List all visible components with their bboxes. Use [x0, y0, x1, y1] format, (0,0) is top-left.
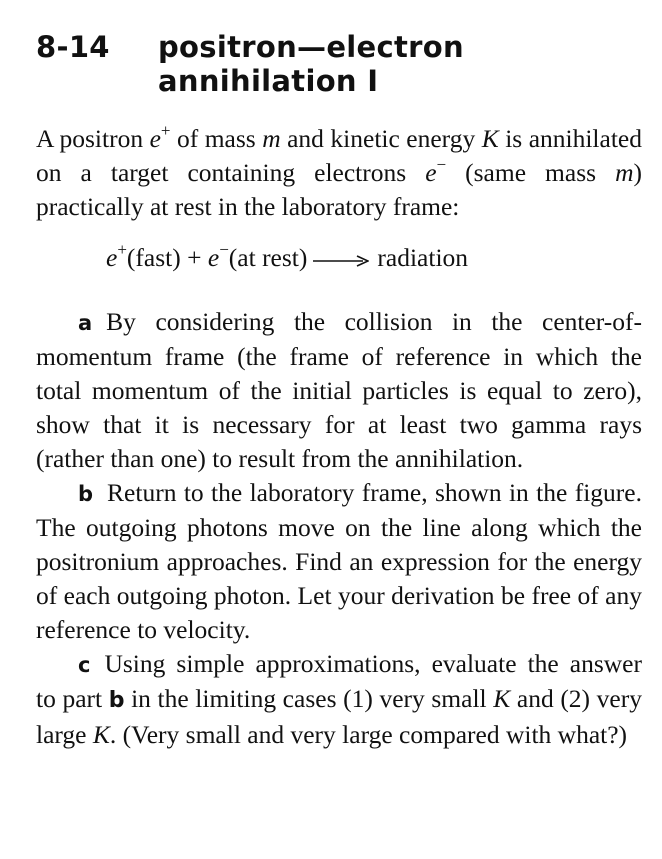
- positron-state: (fast): [126, 243, 188, 272]
- positron-charge: +: [117, 239, 127, 259]
- part-c-text: and (2) very large: [36, 684, 642, 750]
- electron-charge: −: [219, 239, 229, 259]
- mass-symbol: m: [262, 124, 281, 153]
- kinetic-energy-symbol: K: [481, 124, 499, 153]
- problem-heading: [36, 30, 642, 98]
- electron-state: (at rest): [228, 243, 308, 272]
- part-a-text: By considering the collision in the center-of-momentum frame (the frame of reference in which the total momentum of the initial particles is equal to zero), show that it is necessary for at least two gamma rays (rather than one) to result from the annihilation.: [36, 307, 642, 474]
- reaction-product: radiation: [377, 243, 469, 272]
- problem-title-line-1: positron—electron: [158, 30, 464, 64]
- electron-charge: −: [436, 154, 447, 174]
- problem-page: [36, 30, 642, 752]
- part-b: [36, 476, 642, 647]
- mass-symbol: m: [615, 158, 634, 187]
- intro-text: is annihilated on a target containing electrons: [36, 124, 642, 187]
- electron-symbol: e: [201, 243, 220, 272]
- intro-text: A positron: [36, 124, 150, 153]
- intro-text: and kinetic energy: [280, 124, 482, 153]
- part-a: [36, 305, 642, 476]
- plus-operator: +: [187, 243, 202, 272]
- part-b-marker: b: [78, 482, 94, 507]
- part-b-reference: b: [108, 688, 125, 714]
- part-a-marker: a: [78, 311, 93, 336]
- electron-symbol: e: [425, 158, 437, 187]
- part-c-marker: c: [78, 653, 91, 678]
- positron-symbol: e: [106, 243, 118, 272]
- kinetic-energy-symbol: K: [92, 720, 110, 750]
- part-b-text: Return to the laboratory frame, shown in the figure. The outgoing photons move on the line along which the positronium approaches. Find an expression for the energy of each outgoing photon. Let your derivation be free of any reference to velocity.: [36, 478, 642, 645]
- problem-number: 8-14: [36, 30, 110, 64]
- part-c-text: . (Very small and very large compared with what?): [109, 720, 628, 750]
- problem-title: [158, 30, 464, 98]
- intro-text: (same mass: [446, 158, 616, 187]
- part-c: [36, 647, 642, 752]
- positron-charge: +: [160, 120, 171, 140]
- kinetic-energy-symbol: K: [493, 684, 511, 714]
- problem-title-line-2: annihilation I: [158, 64, 379, 98]
- positron-symbol: e: [149, 124, 161, 153]
- intro-text: ) practically at rest in the laboratory frame:: [36, 158, 642, 221]
- intro-text: of mass: [170, 124, 263, 153]
- part-c-text: Using simple approximations, evaluate the answer to part: [36, 649, 642, 714]
- part-c-text: in the limiting cases (1) very small: [124, 684, 494, 714]
- reaction-arrow-icon: [313, 243, 369, 277]
- reaction-equation: [36, 241, 642, 277]
- intro-paragraph: [36, 122, 642, 224]
